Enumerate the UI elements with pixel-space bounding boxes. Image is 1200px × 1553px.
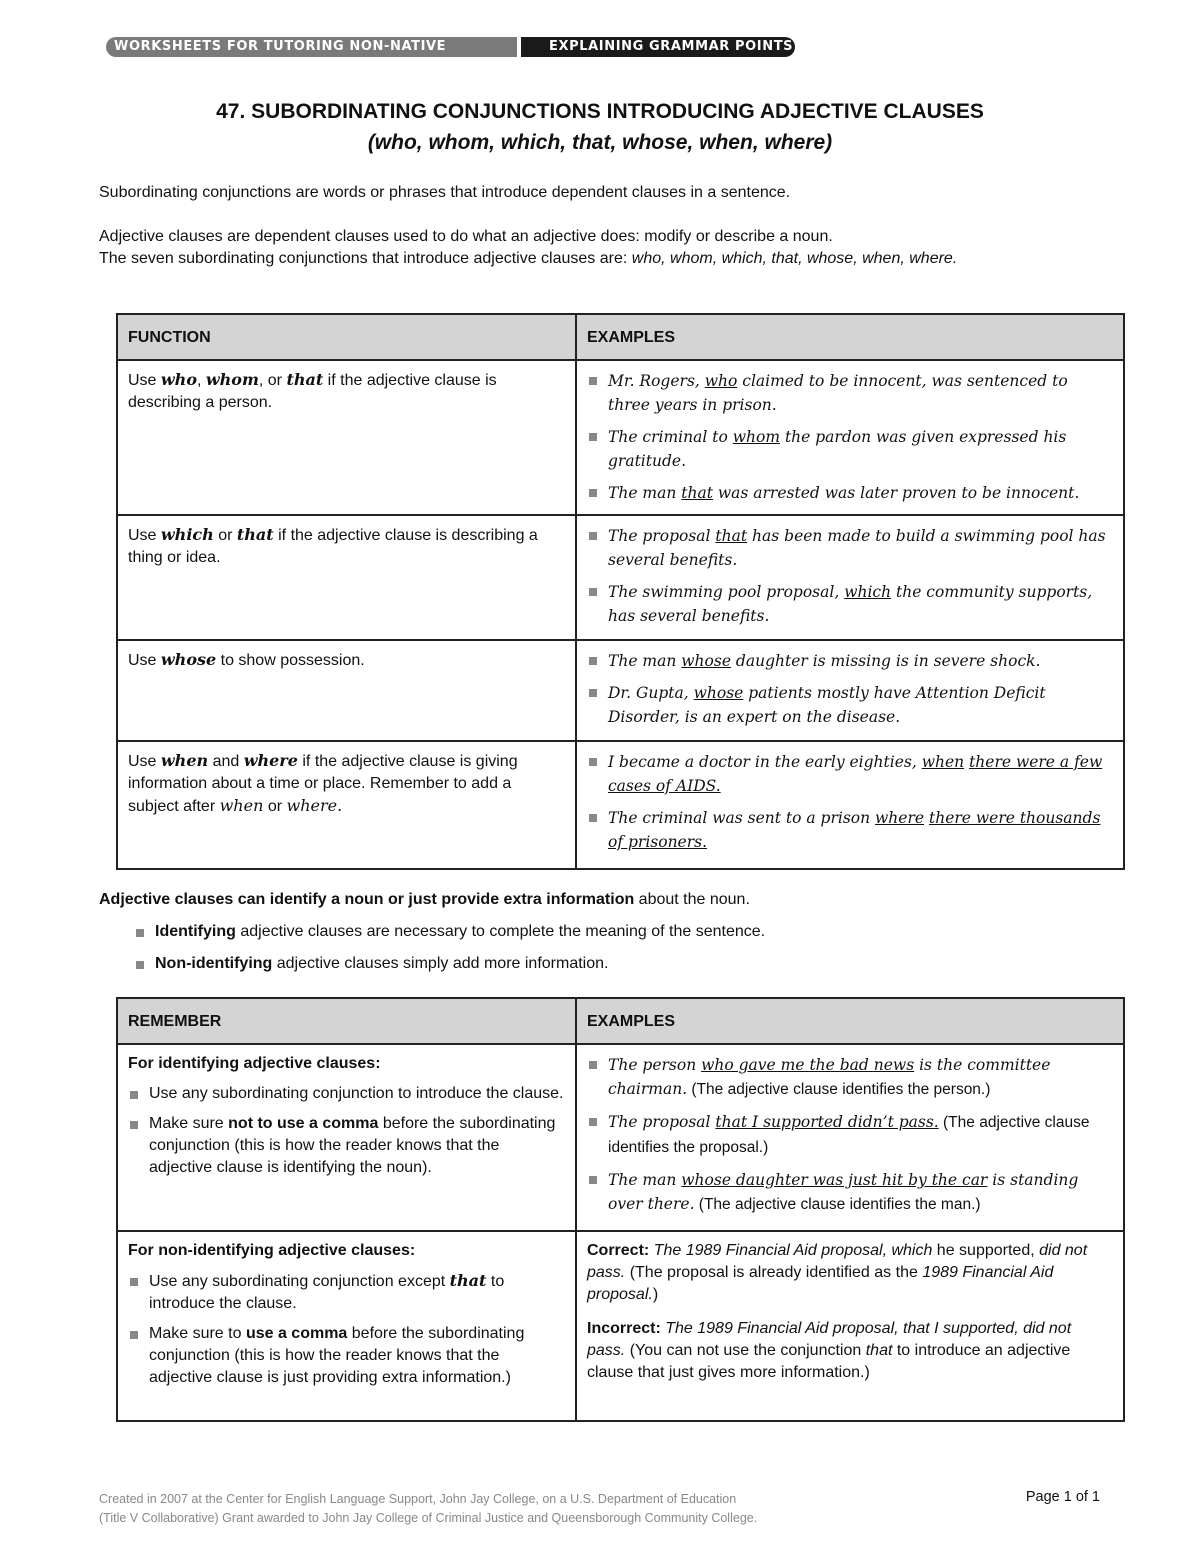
- intro-paragraph-3-text: The seven subordinating conjunctions that introduce adjective clauses are:: [99, 250, 632, 267]
- remember-examples-table: [116, 997, 1125, 1422]
- function-cell: Use whose to show possession.: [117, 640, 576, 741]
- column-header-examples: EXAMPLES: [576, 314, 1124, 360]
- table-row: [117, 741, 1124, 869]
- list-item: The man whose daughter is missing is in severe shock.: [587, 649, 1113, 673]
- row-heading: For non-identifying adjective clauses:: [128, 1242, 416, 1259]
- list-item: Identifying adjective clauses are necessary to complete the meaning of the sentence.: [134, 921, 765, 943]
- examples-cell: [576, 360, 1124, 515]
- intro-paragraph-3: [99, 248, 957, 270]
- examples-cell: [576, 1231, 1124, 1421]
- list-item: Non-identifying adjective clauses simply add more information.: [134, 953, 765, 975]
- intro-paragraph-2: Adjective clauses are dependent clauses used to do what an adjective does: modify or describe a noun.: [99, 228, 833, 245]
- remember-cell: [117, 1231, 576, 1421]
- table-row: [117, 1044, 1124, 1231]
- incorrect-example: Incorrect: The 1989 Financial Aid proposal, that I supported, did not pass. (You can not use the conjunction that to introduce an adjective clause that just gives more information.): [587, 1320, 1072, 1381]
- examples-cell: [576, 640, 1124, 741]
- list-item: Use any subordinating conjunction except that to introduce the clause.: [128, 1270, 565, 1315]
- list-item: Use any subordinating conjunction to introduce the clause.: [128, 1083, 565, 1105]
- function-cell: Use who, whom, or that if the adjective clause is describing a person.: [117, 360, 576, 515]
- table-row: [117, 360, 1124, 515]
- examples-cell: [576, 1044, 1124, 1231]
- page-subtitle: (who, whom, which, that, whose, when, where): [367, 131, 833, 154]
- function-cell: Use which or that if the adjective clause is describing a thing or idea.: [117, 515, 576, 640]
- list-item: The man that was arrested was later proven to be innocent.: [587, 481, 1113, 505]
- function-cell: Use when and where if the adjective clause is giving information about a time or place. Remember to add a subject after when or where.: [117, 741, 576, 869]
- table-header-row: [117, 998, 1124, 1044]
- table-header-row: [117, 314, 1124, 360]
- function-examples-table: [116, 313, 1125, 870]
- examples-cell: [576, 515, 1124, 640]
- identify-bullets: [134, 913, 765, 975]
- page-title: 47. SUBORDINATING CONJUNCTIONS INTRODUCING ADJECTIVE CLAUSES: [216, 100, 984, 123]
- list-item: The criminal was sent to a prison where there were thousands of prisoners.: [587, 806, 1113, 854]
- list-item: I became a doctor in the early eighties, when there were a few cases of AIDS.: [587, 750, 1113, 798]
- row-heading: For identifying adjective clauses:: [128, 1055, 381, 1072]
- column-header-remember: REMEMBER: [117, 998, 576, 1044]
- table-row: [117, 640, 1124, 741]
- header-bar: [106, 37, 795, 74]
- list-item: The swimming pool proposal, which the community supports, has several benefits.: [587, 580, 1113, 628]
- footer-credit: Created in 2007 at the Center for English Language Support, John Jay College, on a U.S. Department of Education (Title V Collaborative) Grant awarded to John Jay College of Criminal Justice and Queensborough Community College.: [99, 1492, 758, 1525]
- examples-cell: [576, 741, 1124, 869]
- intro-paragraph-1: Subordinating conjunctions are words or phrases that introduce dependent clauses in a sentence.: [99, 184, 791, 201]
- list-item: The person who gave me the bad news is the committee chairman. (The adjective clause identifies the person.): [587, 1053, 1113, 1102]
- header-section-label: EXPLAINING GRAMMAR POINTS: [521, 37, 795, 57]
- list-item: Dr. Gupta, whose patients mostly have Attention Deficit Disorder, is an expert on the disease.: [587, 681, 1113, 729]
- list-item: Mr. Rogers, who claimed to be innocent, was sentenced to three years in prison.: [587, 369, 1113, 417]
- list-item: Make sure to use a comma before the subordinating conjunction (this is how the reader knows that the adjective clause is just providing extra information.): [128, 1323, 565, 1389]
- column-header-function: FUNCTION: [117, 314, 576, 360]
- column-header-examples: EXAMPLES: [576, 998, 1124, 1044]
- list-item: The criminal to whom the pardon was given expressed his gratitude.: [587, 425, 1113, 473]
- list-item: Make sure not to use a comma before the subordinating conjunction (this is how the reader knows that the adjective clause is identifying the noun).: [128, 1113, 565, 1179]
- intro-conjunction-list: who, whom, which, that, whose, when, where.: [631, 250, 958, 267]
- list-item: The proposal that I supported didn’t pass. (The adjective clause identifies the proposal.): [587, 1110, 1113, 1160]
- identify-lead: Adjective clauses can identify a noun or just provide extra information about the noun.: [99, 891, 750, 908]
- list-item: The proposal that has been made to build a swimming pool has several benefits.: [587, 524, 1113, 572]
- table-row: [117, 1231, 1124, 1421]
- list-item: The man whose daughter was just hit by the car is standing over there. (The adjective clause identifies the man.): [587, 1168, 1113, 1217]
- header-series-label: WORKSHEETS FOR TUTORING NON-NATIVE SPEAKERS: [106, 37, 517, 57]
- page-number: Page 1 of 1: [1025, 1489, 1100, 1505]
- table-row: [117, 515, 1124, 640]
- correct-example: Correct: The 1989 Financial Aid proposal, which he supported, did not pass. (The proposal is already identified as the 1989 Financial Aid proposal.): [587, 1242, 1088, 1303]
- remember-cell: [117, 1044, 576, 1231]
